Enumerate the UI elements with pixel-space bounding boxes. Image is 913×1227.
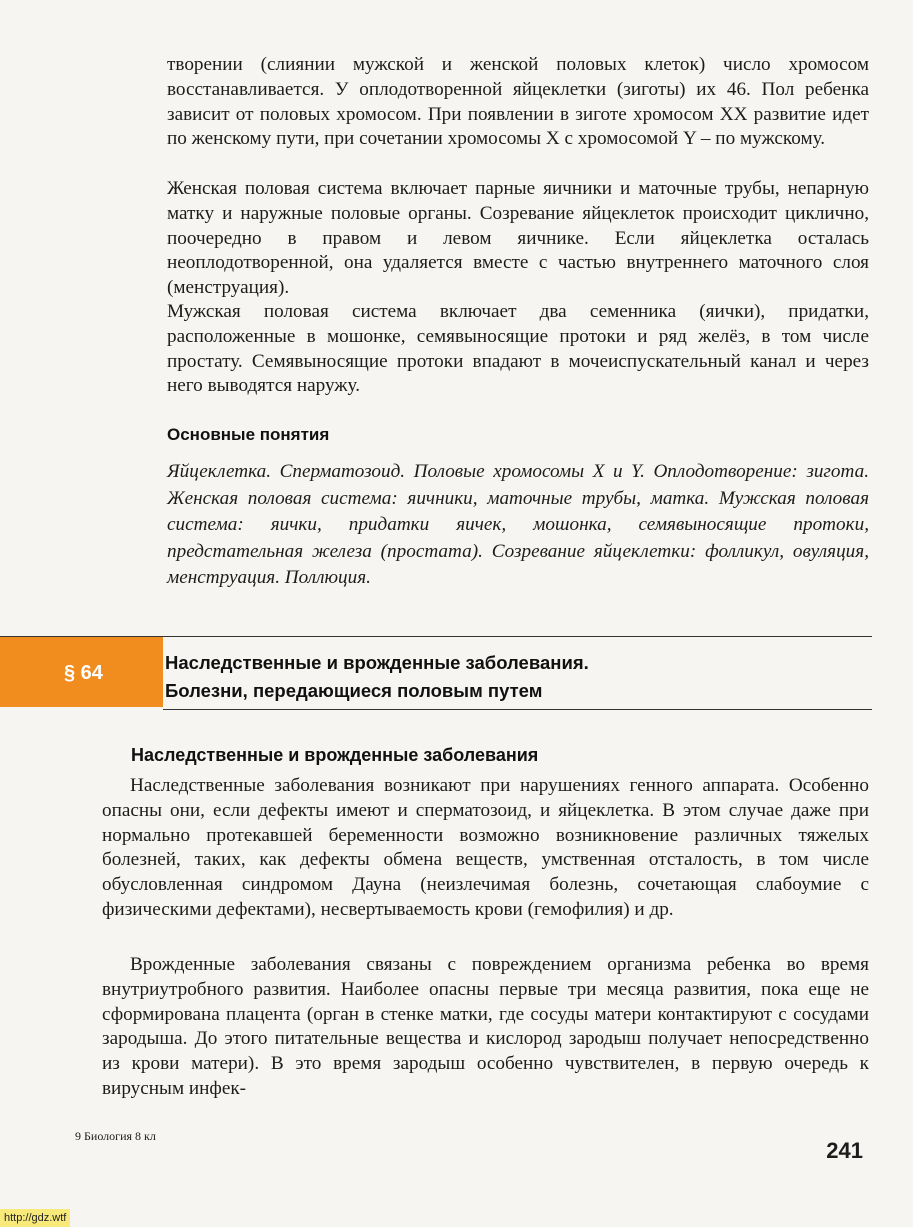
concepts-heading: Основные понятия: [167, 425, 330, 444]
section-title-line-1: Наследственные и врожденные заболевания.: [165, 652, 589, 673]
section-bottom-rule: [163, 709, 872, 710]
subsection-heading: Наследственные и врожденные заболевания: [131, 745, 539, 765]
section-number: § 64: [64, 662, 103, 684]
concepts-text: Яйцеклетка. Сперматозоид. Половые хромосомы X и Y. Оплодотворение: зигота. Женская половая система: яичники, маточные трубы, матка. Мужская половая система: яички, придатки яичек, мошонка, семявыносящие протоки, предстательная железа (простата). Созревание яйцеклетки: фолликул, овуляция, менструация. Поллюция.: [167, 461, 869, 588]
section-badge: [0, 637, 163, 707]
page-number: 241: [826, 1138, 863, 1163]
watermark-link[interactable]: http://gdz.wtf: [0, 1209, 70, 1227]
printer-signature: 9 Биология 8 кл: [75, 1129, 156, 1143]
paragraph-hereditary-diseases: Наследственные заболевания возникают при нарушениях генного аппарата. Особенно опасны они, если дефекты имеют и сперматозоид, и яйцеклетка. В этом случае даже при нормально протекавшей беременности возможно возникновение различных тяжелых болезней, таких, как дефекты обмена веществ, умственная отсталость, в том числе обусловленная синдромом Дауна (неизлечимая болезнь, сочетающая слабоумие с физическими дефектами), несвертываемость крови (гемофилия) и др.: [102, 775, 869, 920]
paragraph-male-system: Мужская половая система включает два семенника (яички), придатки, расположенные в мошонке, семявыносящие протоки и ряд желёз, в том числе простату. Семявыносящие протоки впадают в мочеиспускательный канал и через него выводятся наружу.: [167, 301, 869, 397]
paragraph-female-system: Женская половая система включает парные яичники и маточные трубы, непарную матку и наружные половые органы. Созревание яйцеклеток происходит циклично, поочередно в правом и левом яичнике. Если яйцеклетка осталась неоплодотворенной, она удаляется вместе с частью внутреннего маточного слоя (менструация).: [167, 178, 869, 299]
paragraph-chromosomes: творении (слиянии мужской и женской половых клеток) число хромосом восстанавливается. У оплодотворенной яйцеклетки (зиготы) их 46. Пол ребенка зависит от половых хромосом. При появлении в зиготе хромосом XX развитие идет по женскому пути, при сочетании хромосомы X с хромосомой Y – по мужскому.: [167, 54, 869, 150]
paragraph-congenital-diseases: Врожденные заболевания связаны с повреждением организма ребенка во время внутриутробного развития. Наиболее опасны первые три месяца развития, пока еще не сформирована плацента (орган в стенке матки, где сосуды матери контактируют с сосудами зародыша. До этого питательные вещества и кислород зародыш получает непосредственно из крови матери). В это время зародыш особенно чувствителен, в первую очередь к вирусным инфек-: [102, 954, 869, 1099]
section-title-line-2: Болезни, передающиеся половым путем: [165, 680, 543, 701]
